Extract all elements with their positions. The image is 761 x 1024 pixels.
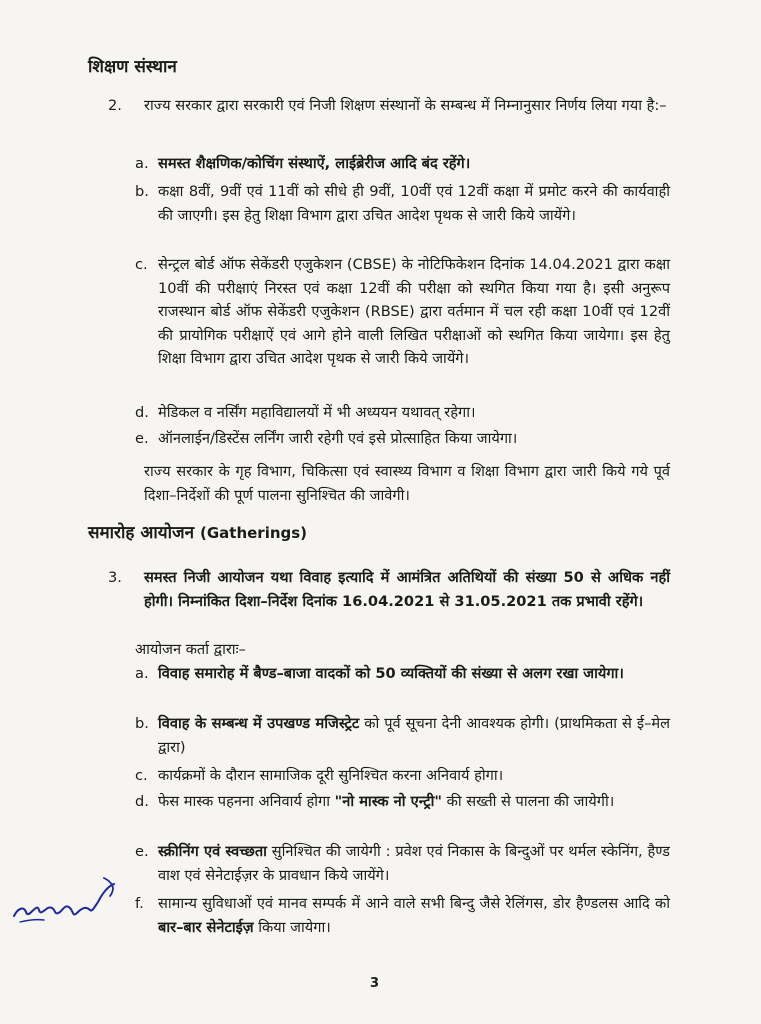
item-text: विवाह समारोह में बैण्ड–बाजा वादकों को 50 व्यक्तियों की संख्या से अलग रखा जायेगा। [158, 665, 624, 682]
item-bold-text: "नो मास्क नो एन्ट्री" [334, 793, 443, 810]
section-heading-gatherings [88, 522, 307, 544]
item-bold-text: बार–बार सेनेटाईज़ [158, 918, 254, 936]
item-text: मेडिकल व नर्सिंग महाविद्यालयों में भी अध्ययन यथावत् रहेगा। [158, 404, 476, 421]
item-text [158, 892, 670, 939]
list-item-3f [135, 892, 670, 939]
organizer-label: आयोजन कर्ता द्वाराः– [135, 641, 246, 658]
item-bold-text: स्क्रीनिंग एवं स्वच्छता [158, 843, 267, 860]
item-marker: b. [135, 715, 149, 732]
list-item-3e [135, 840, 670, 887]
list-item-2d [135, 401, 670, 425]
list-item-2a [135, 152, 670, 176]
item-text: कक्षा 8वीं, 9वीं एवं 11वीं को सीधे ही 9वीं, 10वीं एवं 12वीं कक्षा में प्रमोट करने की कार्यवाही की जाएगी। इस हेतु शिक्षा विभाग द्वारा उचित आदेश पृथक से जारी किये जायेंगे। [158, 183, 670, 224]
item-bold-text: विवाह के सम्बन्ध में उपखण्ड मजिस्ट्रेट [158, 715, 360, 732]
item-text [158, 712, 670, 759]
item-regular-text: सुनिश्चित की जायेगी : प्रवेश एवं निकास के बिन्दुओं पर थर्मल स्केनिंग, हैण्ड वाश एवं सेनेटाईज़र के प्रावधान किये जायेंगे। [158, 843, 670, 884]
item-regular-text: की सख्ती से पालना की जायेगी। [442, 793, 615, 810]
clause-number-3: 3. [108, 569, 122, 586]
signature-icon [8, 872, 133, 932]
list-item-3a [135, 662, 670, 686]
item-marker: c. [135, 767, 148, 784]
item-text: ऑनलाईन/डिस्टेंस लर्निंग जारी रहेगी एवं इसे प्रोत्साहित किया जायेगा। [158, 430, 518, 447]
item-text: सेन्ट्रल बोर्ड ऑफ सेकेंडरी एजुकेशन (CBSE) के नोटिफिकेशन दिनांक 14.04.2021 द्वारा कक्षा 10वीं की परीक्षाएं निरस्त एवं कक्षा 12वीं की परीक्षा को स्थगित किया गया है। इसी अनुरूप राजस्थान बोर्ड ऑफ सेकेंडरी एजुकेशन (RBSE) द्वारा वर्तमान में चल रही कक्षा 10वीं एवं 12वीं की प्रायोगिक परीक्षाऐं एवं आगे होने वाली लिखित परीक्षाओं को स्थगित किया जायेगा। इस हेतु शिक्षा विभाग द्वारा उचित आदेश पृथक से जारी किये जायेंगे। [158, 256, 670, 367]
item-text: कार्यक्रमों के दौरान सामाजिक दूरी सुनिश्चित करना अनिवार्य होगा। [158, 767, 504, 784]
item-regular-text: किया जायेगा। [253, 918, 331, 936]
item-text: समस्त शैक्षणिक/कोचिंग संस्थाऐं, लाईब्रेरीज आदि बंद रहेंगे। [158, 155, 471, 172]
clause-2-intro: राज्य सरकार द्वारा सरकारी एवं निजी शिक्षण संस्थानों के सम्बन्ध में निम्नानुसार निर्णय लिया गया है:– [144, 97, 667, 114]
item-regular-text: को पूर्व सूचना देनी आवश्यक होगी। (प्राथमिकता से ई–मेल द्वारा) [158, 715, 670, 756]
list-item-3d [135, 790, 670, 814]
item-marker: e. [135, 430, 149, 447]
item-regular-text: सामान्य सुविधाओं एवं मानव सम्पर्क में आने वाले सभी बिन्दु जैसे रेलिंगस, डोर हैण्डलस आदि को [158, 895, 670, 912]
clause-3-intro: समस्त निजी आयोजन यथा विवाह इत्यादि में आमंत्रित अतिथियों की संख्या 50 से अधिक नहीं होगी। निम्नांकित दिशा–निर्देश दिनांक 16.04.2021 से 31.05.2021 तक प्रभावी रहेंगे। [144, 569, 670, 610]
item-text [158, 790, 670, 814]
list-item-2e [135, 427, 670, 451]
item-marker: c. [135, 256, 148, 273]
item-marker: f. [135, 895, 144, 912]
item-regular-text: फेस मास्क पहनना अनिवार्य होगा [158, 793, 335, 810]
section-heading-education: शिक्षण संस्थान [88, 57, 177, 77]
item-marker: d. [135, 793, 149, 810]
item-marker: b. [135, 183, 149, 200]
page-number: 3 [370, 976, 380, 991]
item-marker: a. [135, 665, 149, 682]
list-item-3b [135, 712, 670, 759]
item-marker: d. [135, 404, 149, 421]
clause-number-2: 2. [108, 97, 122, 114]
list-item-2b [135, 180, 670, 227]
list-item-3c [135, 764, 670, 788]
heading-hindi: समारोह आयोजन [88, 523, 195, 543]
item-marker: e. [135, 843, 149, 860]
heading-english: (Gatherings) [199, 524, 308, 542]
item-text [158, 840, 670, 887]
list-item-2c [135, 253, 670, 371]
clause-2-closing: राज्य सरकार के गृह विभाग, चिकित्सा एवं स्वास्थ्य विभाग व शिक्षा विभाग द्वारा जारी किये गये पूर्व दिशा–निर्देशों की पूर्ण पालना सुनिश्चित की जावेगी। [144, 463, 670, 504]
item-marker: a. [135, 155, 149, 172]
